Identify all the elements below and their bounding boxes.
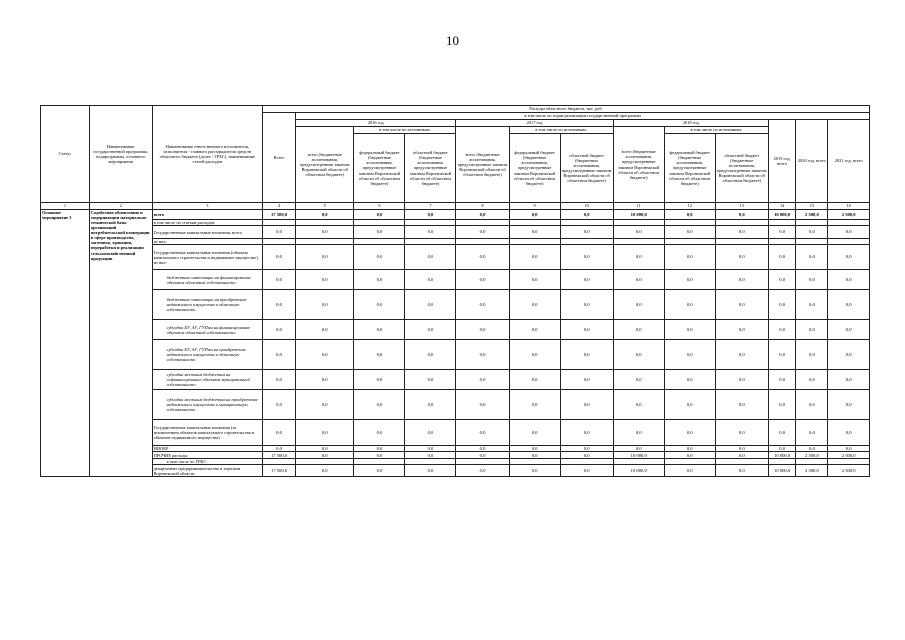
header-2017-sources: в том числе по источникам: xyxy=(509,127,613,134)
value-cell: 0,0 xyxy=(828,245,870,270)
value-cell: 2 500,0 xyxy=(828,452,870,459)
header-year-2018: 2018 год xyxy=(613,120,768,127)
value-cell: 0,0 xyxy=(560,320,613,340)
value-cell: 0,0 xyxy=(828,340,870,370)
header-2018-federal: федеральный бюджет (бюджетные ассигнования, предусмотренные законом Воронежской области об областном бюджете) xyxy=(664,134,715,203)
value-cell: 0,0 xyxy=(509,340,560,370)
value-cell: 0,0 xyxy=(715,390,768,420)
value-cell: 0,0 xyxy=(715,270,768,290)
value-cell: 0,0 xyxy=(560,210,613,220)
value-cell: 0,0 xyxy=(664,446,715,452)
value-cell: 0,0 xyxy=(456,340,509,370)
value-cell: 10 000,0 xyxy=(768,452,796,459)
value-cell: 0,0 xyxy=(354,465,405,477)
value-cell: 0,0 xyxy=(405,446,456,452)
header-2021: 2021 год, всего xyxy=(828,120,870,203)
value-cell: 0,0 xyxy=(715,290,768,320)
value-cell: 0,0 xyxy=(405,390,456,420)
value-cell: 0,0 xyxy=(796,320,828,340)
header-status: Статус xyxy=(41,106,90,203)
value-cell: 2 500,0 xyxy=(796,210,828,220)
value-cell: 0,0 xyxy=(796,446,828,452)
status-cell: Основное мероприятие 3 xyxy=(41,210,90,477)
value-cell: 0,0 xyxy=(456,370,509,390)
header-2017-federal: федеральный бюджет (бюджетные ассигнования, предусмотренные законом Воронежской области об областном бюджете) xyxy=(509,134,560,203)
value-cell: 0,0 xyxy=(828,446,870,452)
value-cell: 0,0 xyxy=(405,452,456,459)
table-row xyxy=(41,320,870,340)
value-cell: 0,0 xyxy=(664,370,715,390)
value-cell: 0,0 xyxy=(768,370,796,390)
value-cell: 0,0 xyxy=(405,320,456,340)
value-cell: 0,0 xyxy=(354,226,405,239)
value-cell: 0,0 xyxy=(796,245,828,270)
column-number: 14 xyxy=(768,203,796,210)
value-cell: 0,0 xyxy=(354,290,405,320)
value-cell: 0,0 xyxy=(715,446,768,452)
value-cell: 0,0 xyxy=(509,210,560,220)
value-cell: 0,0 xyxy=(715,340,768,370)
value-cell: 0,0 xyxy=(263,370,296,390)
expense-item-label: в том числе по ГРБС: xyxy=(152,459,263,465)
table-row xyxy=(41,420,870,446)
value-cell: 0,0 xyxy=(354,245,405,270)
value-cell: 0,0 xyxy=(560,452,613,459)
value-cell: 0,0 xyxy=(509,270,560,290)
value-cell: 0,0 xyxy=(664,452,715,459)
header-executor: Наименование ответственного исполнителя, исполнителя - главного распорядителя средств областного бюджета (далее - ГРБС), наименование статей расходов xyxy=(152,106,263,203)
column-number: 1 xyxy=(41,203,90,210)
value-cell: 0,0 xyxy=(664,290,715,320)
value-cell: 0,0 xyxy=(456,420,509,446)
value-cell: 0,0 xyxy=(456,226,509,239)
value-cell: 0,0 xyxy=(263,420,296,446)
value-cell: 0,0 xyxy=(509,226,560,239)
value-cell: 0,0 xyxy=(263,270,296,290)
column-number: 7 xyxy=(405,203,456,210)
value-cell: 0,0 xyxy=(405,270,456,290)
table-row xyxy=(41,210,870,220)
value-cell: 0,0 xyxy=(509,290,560,320)
value-cell: 0,0 xyxy=(828,270,870,290)
expense-item-label: субсидии местным бюджетам на софинансирование объектов муниципальной собственности xyxy=(152,370,263,390)
value-cell: 0,0 xyxy=(613,226,664,239)
value-cell: 0,0 xyxy=(354,320,405,340)
value-cell: 0,0 xyxy=(560,290,613,320)
value-cell: 0,0 xyxy=(509,245,560,270)
value-cell: 0,0 xyxy=(405,370,456,390)
column-number: 4 xyxy=(263,203,296,210)
column-number: 2 xyxy=(89,203,152,210)
value-cell: 17 500,0 xyxy=(263,210,296,220)
value-cell: 0,0 xyxy=(263,226,296,239)
column-number: 13 xyxy=(715,203,768,210)
value-cell: 0,0 xyxy=(509,320,560,340)
header-top: Расходы областного бюджета, тыс. руб. xyxy=(263,106,870,113)
value-cell: 0,0 xyxy=(354,210,405,220)
value-cell: 0,0 xyxy=(296,340,354,370)
header-2016-total: всего (бюджетные ассигнования, предусмотренные законом Воронежской области об областном бюджете) xyxy=(296,127,354,203)
value-cell: 0,0 xyxy=(796,226,828,239)
expense-item-label: субсидии БУ, АУ, ГУПам на финансирование объектов областной собственности xyxy=(152,320,263,340)
value-cell: 0,0 xyxy=(796,290,828,320)
header-sub: в том числе по годам реализации государственной программы xyxy=(296,113,870,120)
value-cell: 2 500,0 xyxy=(828,210,870,220)
expense-item-label: НИОКР xyxy=(152,446,263,452)
header-2016-regional: областной бюджет (бюджетные ассигнования, предусмотренные законом Воронежской области об областном бюджете) xyxy=(405,134,456,203)
value-cell: 0,0 xyxy=(456,270,509,290)
table-row xyxy=(41,340,870,370)
value-cell: 0,0 xyxy=(715,226,768,239)
column-number: 3 xyxy=(152,203,263,210)
value-cell: 10 000,0 xyxy=(768,465,796,477)
value-cell: 0,0 xyxy=(509,370,560,390)
value-cell: 10 000,0 xyxy=(613,210,664,220)
value-cell: 0,0 xyxy=(560,226,613,239)
expense-item-label: субсидии БУ, АУ, ГУПам на приобретение недвижимого имущества в областную собственность xyxy=(152,340,263,370)
value-cell: 0,0 xyxy=(354,370,405,390)
column-number: 9 xyxy=(509,203,560,210)
value-cell: 0,0 xyxy=(715,320,768,340)
value-cell: 0,0 xyxy=(664,210,715,220)
value-cell: 0,0 xyxy=(613,420,664,446)
value-cell: 0,0 xyxy=(296,390,354,420)
value-cell: 0,0 xyxy=(509,446,560,452)
header-2018-total: всего (бюджетные ассигнования, предусмотренные законом Воронежской области об областном бюджете) xyxy=(613,127,664,203)
program-name-cell: Содействие обновлению и модернизации материально-технической базы организаций потребительской кооперации в сфере производства, заготовок, хранения, переработки и реализации сельскохозяйственной продукции xyxy=(89,210,152,477)
value-cell: 0,0 xyxy=(354,270,405,290)
table-row xyxy=(41,465,870,477)
value-cell: 0,0 xyxy=(768,290,796,320)
value-cell: 0,0 xyxy=(405,290,456,320)
value-cell: 0,0 xyxy=(296,370,354,390)
value-cell: 0,0 xyxy=(296,270,354,290)
value-cell: 0,0 xyxy=(828,420,870,446)
value-cell: 0,0 xyxy=(296,226,354,239)
value-cell: 0,0 xyxy=(796,270,828,290)
table-row xyxy=(41,370,870,390)
value-cell: 0,0 xyxy=(560,270,613,290)
value-cell: 0,0 xyxy=(768,320,796,340)
value-cell: 0,0 xyxy=(509,390,560,420)
value-cell: 0,0 xyxy=(405,226,456,239)
value-cell: 0,0 xyxy=(560,465,613,477)
expense-item-label: субсидии местным бюджетам на приобретение недвижимого имущества в муниципальную собственность xyxy=(152,390,263,420)
value-cell: 0,0 xyxy=(715,245,768,270)
value-cell: 0,0 xyxy=(613,290,664,320)
value-cell: 0,0 xyxy=(263,340,296,370)
value-cell: 0,0 xyxy=(456,210,509,220)
value-cell: 0,0 xyxy=(613,270,664,290)
value-cell: 0,0 xyxy=(405,210,456,220)
value-cell: 0,0 xyxy=(768,226,796,239)
header-year-2017: 2017 год xyxy=(456,120,613,127)
value-cell: 0,0 xyxy=(509,465,560,477)
expense-item-label: из них: xyxy=(152,239,263,245)
value-cell: 0,0 xyxy=(354,420,405,446)
value-cell: 0,0 xyxy=(456,320,509,340)
expense-item-label: Государственные капитальные вложения, всего xyxy=(152,226,263,239)
value-cell: 0,0 xyxy=(768,245,796,270)
value-cell: 0,0 xyxy=(664,465,715,477)
table-row xyxy=(41,390,870,420)
value-cell: 0,0 xyxy=(715,465,768,477)
value-cell: 0,0 xyxy=(613,446,664,452)
page-number: 10 xyxy=(446,33,459,48)
value-cell: 2 500,0 xyxy=(796,465,828,477)
value-cell: 0,0 xyxy=(263,245,296,270)
value-cell: 0,0 xyxy=(613,370,664,390)
value-cell: 0,0 xyxy=(354,340,405,370)
expense-item-label: Государственные капитальные вложения (объекты капитального строительства и недвижимое имущество), из них: xyxy=(152,245,263,270)
header-program-name: Наименование государственной программы, подпрограммы, основного мероприятия xyxy=(89,106,152,203)
expenditure-table-container xyxy=(40,105,870,477)
value-cell: 0,0 xyxy=(664,390,715,420)
value-cell: 0,0 xyxy=(263,320,296,340)
expense-item-label: всего xyxy=(152,210,263,220)
value-cell: 10 000,0 xyxy=(768,210,796,220)
value-cell: 0,0 xyxy=(613,320,664,340)
value-cell: 0,0 xyxy=(456,290,509,320)
value-cell: 0,0 xyxy=(560,446,613,452)
value-cell: 0,0 xyxy=(768,340,796,370)
value-cell: 0,0 xyxy=(405,465,456,477)
value-cell: 10 000,0 xyxy=(613,465,664,477)
value-cell: 0,0 xyxy=(828,226,870,239)
value-cell: 0,0 xyxy=(828,320,870,340)
value-cell: 17 500,0 xyxy=(263,465,296,477)
value-cell: 0,0 xyxy=(796,370,828,390)
value-cell: 0,0 xyxy=(296,420,354,446)
header-2017-total: всего (бюджетные ассигнования, предусмотренные законом Воронежской области об областном бюджете) xyxy=(456,127,509,203)
expense-item-label: в том числе по статьям расходов: xyxy=(152,220,263,226)
value-cell: 0,0 xyxy=(664,245,715,270)
value-cell: 0,0 xyxy=(296,452,354,459)
value-cell: 0,0 xyxy=(456,465,509,477)
value-cell: 0,0 xyxy=(768,390,796,420)
column-number: 12 xyxy=(664,203,715,210)
header-2018-regional: областной бюджет (бюджетные ассигнования, предусмотренные законом Воронежской области об областном бюджете) xyxy=(715,134,768,203)
header-2017-regional: областной бюджет (бюджетные ассигнования, предусмотренные законом Воронежской области об областном бюджете) xyxy=(560,134,613,203)
value-cell: 0,0 xyxy=(296,245,354,270)
value-cell: 0,0 xyxy=(509,452,560,459)
value-cell: 0,0 xyxy=(664,270,715,290)
header-2018-sources: в том числе по источникам: xyxy=(664,127,768,134)
value-cell: 0,0 xyxy=(560,245,613,270)
value-cell: 0,0 xyxy=(560,390,613,420)
value-cell: 0,0 xyxy=(296,210,354,220)
value-cell: 0,0 xyxy=(613,340,664,370)
column-number: 8 xyxy=(456,203,509,210)
value-cell: 0,0 xyxy=(715,420,768,446)
value-cell: 0,0 xyxy=(768,270,796,290)
value-cell: 0,0 xyxy=(263,390,296,420)
value-cell: 0,0 xyxy=(263,290,296,320)
column-number: 15 xyxy=(796,203,828,210)
column-number: 16 xyxy=(828,203,870,210)
value-cell: 10 000,0 xyxy=(613,452,664,459)
value-cell: 0,0 xyxy=(664,340,715,370)
expense-item-label: ПРОЧИЕ расходы xyxy=(152,452,263,459)
value-cell: 17 500,0 xyxy=(263,452,296,459)
expenditure-table xyxy=(40,105,870,477)
value-cell: 0,0 xyxy=(456,446,509,452)
value-cell: 0,0 xyxy=(796,420,828,446)
value-cell: 0,0 xyxy=(664,226,715,239)
value-cell: 0,0 xyxy=(828,390,870,420)
value-cell: 0,0 xyxy=(828,290,870,320)
value-cell: 0,0 xyxy=(263,446,296,452)
column-number: 10 xyxy=(560,203,613,210)
value-cell: 0,0 xyxy=(296,465,354,477)
table-row xyxy=(41,290,870,320)
value-cell: 0,0 xyxy=(296,290,354,320)
expense-item-label: бюджетные инвестиции на финансирование объектов областной собственности xyxy=(152,270,263,290)
value-cell: 0,0 xyxy=(405,340,456,370)
value-cell: 0,0 xyxy=(296,446,354,452)
expense-item-label: Государственные капитальные вложения (за исключением объектов капитального строительства и объектов недвижимого имущества) xyxy=(152,420,263,446)
value-cell: 2 500,0 xyxy=(828,465,870,477)
value-cell: 0,0 xyxy=(296,320,354,340)
value-cell: 0,0 xyxy=(613,245,664,270)
value-cell: 0,0 xyxy=(715,370,768,390)
column-number: 5 xyxy=(296,203,354,210)
table-row xyxy=(41,452,870,459)
value-cell: 0,0 xyxy=(768,446,796,452)
value-cell: 0,0 xyxy=(509,420,560,446)
value-cell: 0,0 xyxy=(560,370,613,390)
header-year-2016: 2016 год xyxy=(296,120,456,127)
value-cell: 0,0 xyxy=(664,320,715,340)
value-cell: 0,0 xyxy=(613,390,664,420)
value-cell: 0,0 xyxy=(796,390,828,420)
value-cell: 0,0 xyxy=(715,452,768,459)
value-cell: 0,0 xyxy=(354,390,405,420)
table-row xyxy=(41,226,870,239)
value-cell: 0,0 xyxy=(354,452,405,459)
header-2019: 2019 год, всего xyxy=(768,120,796,203)
header-2016-federal: федеральный бюджет (бюджетные ассигнования, предусмотренные законом Воронежской области об областном бюджете) xyxy=(354,134,405,203)
column-number: 6 xyxy=(354,203,405,210)
value-cell: 0,0 xyxy=(456,390,509,420)
value-cell: 0,0 xyxy=(405,420,456,446)
table-body xyxy=(41,210,870,477)
value-cell: 0,0 xyxy=(715,210,768,220)
value-cell: 0,0 xyxy=(560,340,613,370)
expense-item-label: департамент предпринимательства и торговли Воронежской области xyxy=(152,465,263,477)
value-cell: 0,0 xyxy=(405,245,456,270)
column-number: 11 xyxy=(613,203,664,210)
value-cell: 0,0 xyxy=(796,340,828,370)
header-2016-sources: в том числе по источникам: xyxy=(354,127,456,134)
value-cell: 0,0 xyxy=(456,452,509,459)
value-cell: 2 500,0 xyxy=(796,452,828,459)
expense-item-label: бюджетные инвестиции на приобретение недвижимого имущества в областную собственность xyxy=(152,290,263,320)
value-cell: 0,0 xyxy=(456,245,509,270)
value-cell: 0,0 xyxy=(560,420,613,446)
column-numbers-row xyxy=(41,203,870,210)
table-row xyxy=(41,270,870,290)
header-total: Всего xyxy=(263,113,296,203)
value-cell: 0,0 xyxy=(828,370,870,390)
value-cell: 0,0 xyxy=(768,420,796,446)
table-row xyxy=(41,245,870,270)
value-cell: 0,0 xyxy=(354,446,405,452)
header-2020: 2020 год, всего xyxy=(796,120,828,203)
value-cell: 0,0 xyxy=(664,420,715,446)
